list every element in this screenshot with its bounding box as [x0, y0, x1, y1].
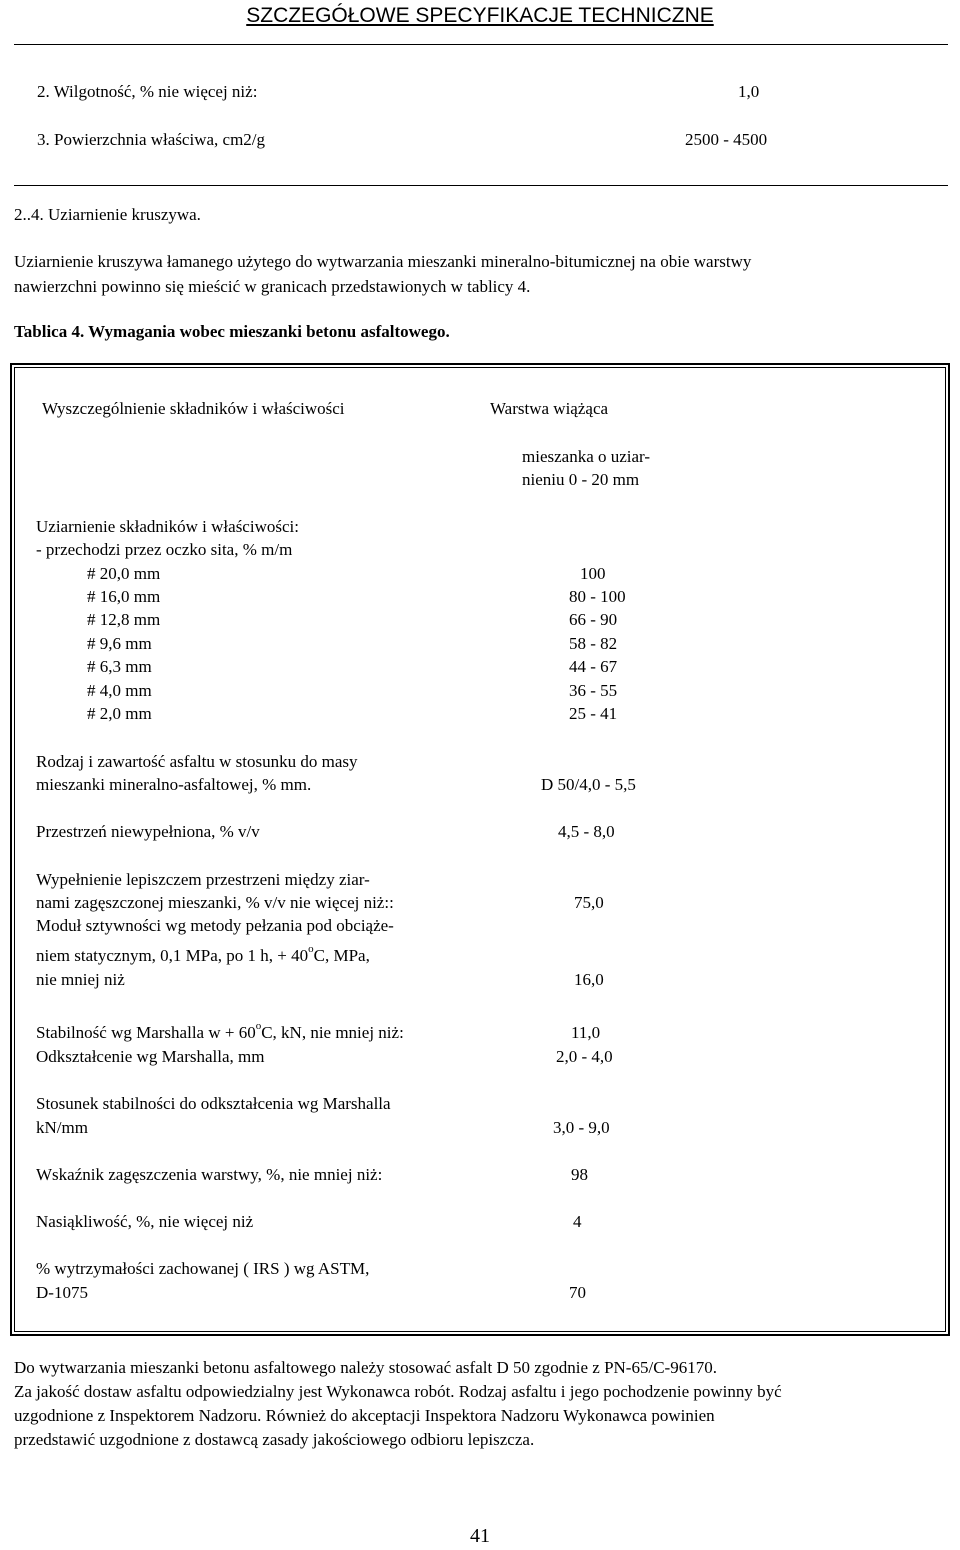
marshall-deformation-value: 2,0 - 4,0: [556, 1047, 613, 1066]
filling-label-line: nami zagęszczonej mieszanki, % v/v nie więcej niż::: [36, 893, 394, 912]
sieve-label: # 9,6 mm: [87, 634, 152, 653]
modulus-label-line: Moduł sztywności wg metody pełzania pod obciąże-: [36, 916, 394, 935]
marshall-stability-label: Stabilność wg Marshalla $w + 60^oC$, kN, nie mniej niż:: [36, 1020, 404, 1042]
filling-value: 75,0: [574, 893, 604, 912]
ratio-label-line: kN/mm: [36, 1118, 88, 1137]
sieve-label: # 2,0 mm: [87, 704, 152, 723]
table-col2-subheader-line: nieniu 0 - 20 mm: [522, 470, 640, 489]
section-paragraph-line: nawierzchni powinno się mieścić w granicach przedstawionych w tablicy 4.: [14, 277, 531, 296]
sieve-label: # 12,8 mm: [87, 610, 161, 629]
table-caption: Tablica 4. Wymagania wobec mieszanki betonu asfaltowego.: [14, 322, 450, 341]
table-col2-header: Warstwa wiążąca: [490, 399, 609, 418]
sieve-label: # 16,0 mm: [87, 587, 161, 606]
sieve-value: 36 - 55: [569, 681, 618, 700]
header-rule-top: [14, 44, 948, 45]
page-number: 41: [470, 1525, 490, 1547]
spec-item-label: 2. Wilgotność, % nie więcej niż:: [37, 82, 258, 101]
grading-title: Uziarnienie składników i właściwości:: [36, 517, 299, 536]
irs-label-line: % wytrzymałości zachowanej ( IRS ) wg ASTM,: [36, 1259, 370, 1278]
modulus-label-line: nie mniej niż: [36, 970, 125, 989]
section-heading: 2..4. Uziarnienie kruszywa.: [14, 205, 201, 224]
ratio-value: 3,0 - 9,0: [553, 1118, 610, 1137]
compaction-value: 98: [571, 1165, 588, 1184]
sieve-value: 58 - 82: [569, 634, 618, 653]
irs-value: 70: [569, 1283, 586, 1302]
ratio-label-line: Stosunek stabilności do odkształcenia wg Marshalla: [36, 1094, 391, 1113]
sieve-label: # 6,3 mm: [87, 657, 152, 676]
sieve-value: 25 - 41: [569, 704, 618, 723]
sieve-label: # 20,0 mm: [87, 564, 161, 583]
asphalt-label-line: Rodzaj i zawartość asfaltu w stosunku do masy: [36, 752, 358, 771]
marshall-stability-value: 11,0: [571, 1023, 601, 1042]
footer-paragraph-line: przedstawić uzgodnione z dostawcą zasady jakościowego odbioru lepiszcza.: [14, 1430, 535, 1449]
absorption-label: Nasiąkliwość, %, nie więcej niż: [36, 1212, 254, 1231]
voids-value: 4,5 - 8,0: [558, 822, 615, 841]
absorption-value: 4: [573, 1212, 582, 1231]
grading-subtitle: - przechodzi przez oczko sita, % m/m: [36, 540, 293, 559]
asphalt-value: D 50/4,0 - 5,5: [541, 775, 636, 794]
spec-item-value: 2500 - 4500: [685, 130, 768, 149]
page-header-title: SZCZEGÓŁOWE SPECYFIKACJE TECHNICZNE: [246, 4, 714, 27]
table-col2-subheader-line: mieszanka o uziar-: [522, 447, 651, 466]
footer-paragraph-line: Do wytwarzania mieszanki betonu asfaltowego należy stosować asfalt D 50 zgodnie z PN-65/C-96170.: [14, 1358, 717, 1377]
table-frame: [14, 367, 946, 1332]
filling-label-line: Wypełnienie lepiszczem przestrzeni między ziar-: [36, 870, 370, 889]
marshall-deformation-label: Odkształcenie wg Marshalla, mm: [36, 1047, 265, 1066]
spec-item-label: 3. Powierzchnia właściwa, cm2/g: [37, 130, 266, 149]
section-paragraph-line: Uziarnienie kruszywa łamanego użytego do wytwarzania mieszanki mineralno-bitumicznej na obie warstwy: [14, 252, 752, 271]
table-col1-header: Wyszczególnienie składników i właściwości: [42, 399, 345, 418]
modulus-value: 16,0: [574, 970, 604, 989]
footer-paragraph-line: uzgodnione z Inspektorem Nadzoru. Również do akceptacji Inspektora Nadzoru Wykonawca powinien: [14, 1406, 715, 1425]
compaction-label: Wskaźnik zagęszczenia warstwy, %, nie mniej niż:: [36, 1165, 383, 1184]
asphalt-label-line: mieszanki mineralno-asfaltowej, % mm.: [36, 775, 312, 794]
sieve-label: # 4,0 mm: [87, 681, 152, 700]
sieve-value: 80 - 100: [569, 587, 626, 606]
footer-paragraph-line: Za jakość dostaw asfaltu odpowiedzialny jest Wykonawca robót. Rodzaj asfaltu i jego pochodzenie powinny być: [14, 1382, 782, 1401]
spec-item-value: 1,0: [738, 82, 760, 101]
sieve-value: 44 - 67: [569, 657, 618, 676]
sieve-value: 100: [580, 564, 606, 583]
irs-label-line: D-1075: [36, 1283, 88, 1302]
header-rule-bottom: [14, 185, 948, 186]
voids-label: Przestrzeń niewypełniona, % v/v: [36, 822, 260, 841]
modulus-label-line: niem statycznym, 0,1 MPa, po 1 h, + $40^oC$, MPa,: [36, 943, 370, 965]
sieve-value: 66 - 90: [569, 610, 618, 629]
